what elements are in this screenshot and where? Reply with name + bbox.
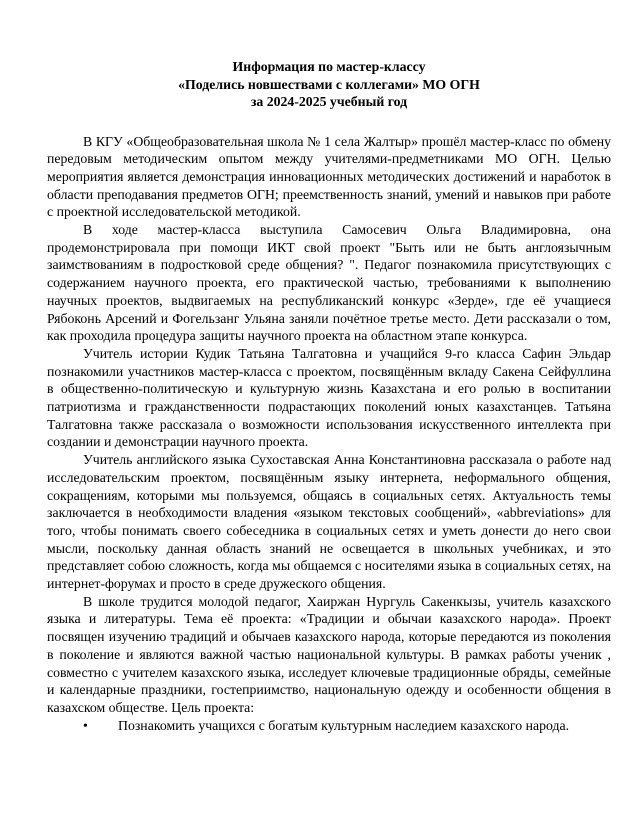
paragraph-kudik: Учитель истории Кудик Татьяна Талгатовна и учащийся 9-го класса Сафин Эльдар познакомили участников мастер-класса с проектом, посвящённым вкладу Сакена Сейфуллина в общественно-политическую и культурную жизнь Казахстана и его ролью в воспитании патриотизма и гражданственности подрастающих поколений юных казахстанцев. Татьяна Талгатовна также рассказала о возможности использования искусственного интеллекта при создании и демонстрации научного проекта. [47,345,611,450]
document-title [47,58,611,111]
title-line-3: за 2024-2025 учебный год [250,94,408,109]
bullet-list-item [47,717,611,735]
bullet-text: Познакомить учащихся с богатым культурным наследием казахского народа. [118,717,570,733]
paragraph-sukhostavskaya: Учитель английского языка Сухоставская Анна Константиновна рассказала о работе над исследовательским проектом, посвящённым языку интернета, неформального общения, сокращениям, которыми мы пользуемся, общаясь в социальных сетях. Актуальность темы заключается в необходимости владения «языком текстовых сообщений», «abbreviations» для того, чтобы понимать своего собеседника в социальных сетях и уметь донести до него свои мысли, поскольку данная область знаний не освещается в школьных учебниках, и это представляет собою сложность, когда мы общаемся с носителями языка в социальных сетях, на интернет-форумах и просто в среде дружеского общения. [47,452,611,592]
paragraph-samosevich: В ходе мастер-класса выступила Самосевич Ольга Владимировна, она продемонстрировала при помощи ИКТ свой проект "Быть или не быть англоязычным заимствованиям в подростковой среде общения? ". Педагог познакомила присутствующих с содержанием научного проекта, его практической частью, требованиями к выполнению научных проектов, выдвигаемых на республиканский конкурс «Зерде», где её учащиеся Рябоконь Арсений и Фогельзанг Ульяна заняли почётное третье место. Дети рассказали о том, как проходила процедура защиты научного проекта на областном этапе конкурса. [47,222,611,344]
paragraph-khairzhan: В школе трудится молодой педагог, Хаиржан Нургуль Сакенкызы, учитель казахского языка и литературы. Тема её проекта: «Традиции и обычаи казахского народа». Проект посвящен изучению традиций и обычаев казахского народа, которые передаются из поколения в поколение и являются важной частью национальной культуры. В рамках работы ученик , совместно с учителем казахского языка, исследует ключевые традиционные обряды, семейные и календарные праздники, гостеприимство, национальную одежду и особенности общения в казахском обществе. Цель проекта: [47,593,611,715]
title-spacer [47,111,611,133]
document-body [47,133,611,735]
title-line-2: «Поделись новшествами с коллегами» МО ОГН [178,76,480,92]
title-line-1: Информация по мастер-классу [232,59,426,74]
bullet-marker: • [83,717,88,733]
document-page [47,58,611,734]
paragraph-intro: В КГУ «Общеобразовательная школа № 1 села Жалтыр» прошёл мастер-класс по обмену передовым методическим опытом между учителями-предметниками МО ОГН. Целью мероприятия является демонстрация инновационных методических достижений и наработок в области преподавания предметов ОГН; преемственность знаний, умений и навыков при работе с проектной исследовательской методикой. [47,133,611,220]
